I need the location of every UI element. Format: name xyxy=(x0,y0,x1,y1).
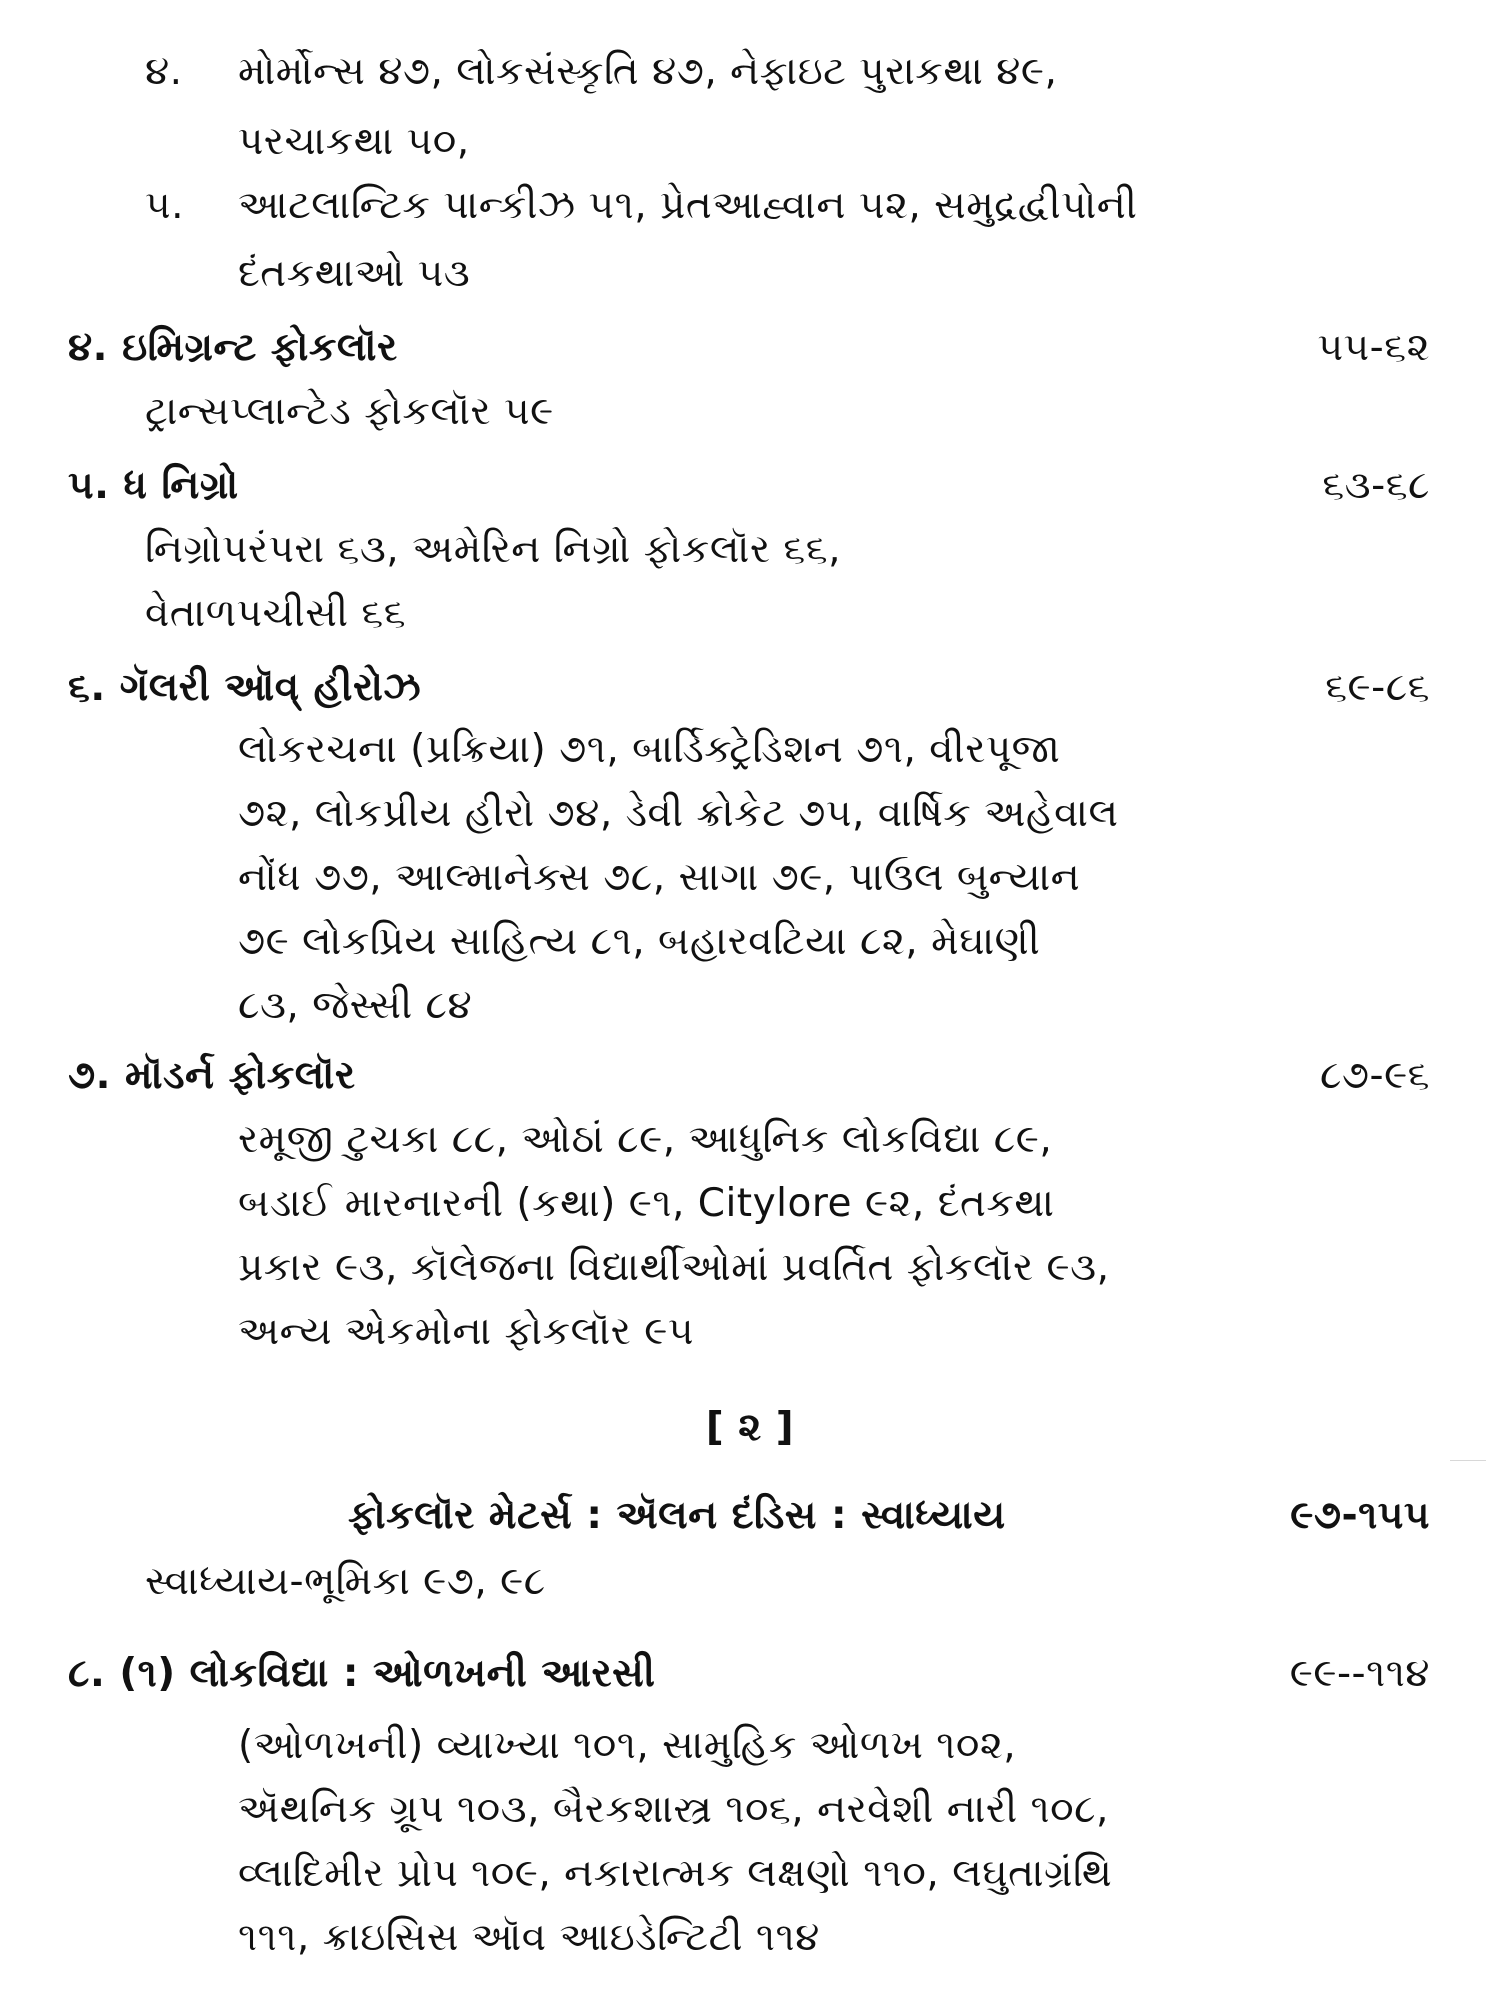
chapter-entry-line: બડાઈ મારનારની (કથા) ૯૧, Citylore ૯૨, દંતકથા xyxy=(238,1181,1055,1226)
chapter-title: ૫. ધ નિગ્રો xyxy=(68,463,239,508)
toc-entry-line: મોર્મોન્સ ૪૭, લોકસંસ્કૃતિ ૪૭, નેફાઇટ પુરાકથા ૪૯, xyxy=(238,49,1058,94)
chapter-page-range: ૯૯--૧૧૪ xyxy=(1289,1651,1430,1696)
scan-mark xyxy=(1450,1460,1486,1461)
part-page-range: ૯૭-૧૫૫ xyxy=(1290,1493,1430,1538)
chapter-entry-line: અન્ય એકમોના ફોકલૉર ૯૫ xyxy=(238,1309,694,1354)
chapter-title: ૭. મૉડર્ન ફોકલૉર xyxy=(68,1053,356,1098)
chapter-page-range: ૫૫-૬૨ xyxy=(1317,325,1430,370)
chapter-page-range: ૬૯-૮૬ xyxy=(1325,665,1430,710)
chapter-title: ૪. ઇમિગ્રન્ટ ફોકલૉર xyxy=(68,325,398,370)
chapter-page-range: ૬૩-૬૮ xyxy=(1322,463,1430,508)
chapter-entry-line: નોંધ ૭૭, આલ્માનેક્સ ૭૮, સાગા ૭૯, પાઉલ બુન્યાન xyxy=(238,855,1081,900)
chapter-entry-line: લોકરચના (પ્રક્રિયા) ૭૧, બાર્ડિક્ટ્રેડિશન ૭૧, વીરપૂજા xyxy=(238,727,1061,772)
chapter-entry-line: વેતાળપચીસી ૬૬ xyxy=(145,591,407,636)
chapter-entry-line: (ઓળખની) વ્યાખ્યા ૧૦૧, સામુહિક ઓળખ ૧૦૨, xyxy=(238,1723,1017,1768)
toc-item-number: ૫. xyxy=(145,183,185,228)
toc-entry-line: પરચાકથા ૫૦, xyxy=(238,119,470,164)
chapter-entry-line: રમૂજી ટુચકા ૮૮, ઓઠાં ૮૯, આધુનિક લોકવિદ્યા ૮૯, xyxy=(238,1117,1053,1162)
part-intro: સ્વાધ્યાય-ભૂમિકા ૯૭, ૯૮ xyxy=(145,1559,546,1604)
chapter-entry-line: ઍથનિક ગ્રૂપ ૧૦૩, બૈરકશાસ્ત્ર ૧૦૬, નરવેશી નારી ૧૦૮, xyxy=(238,1787,1109,1832)
chapter-entry-line: ૭૯ લોકપ્રિય સાહિત્ય ૮૧, બહારવટિયા ૮૨, મેઘાણી xyxy=(238,919,1041,964)
chapter-entry-line: પ્રકાર ૯૩, કૉલેજના વિદ્યાર્થીઓમાં પ્રવર્તિત ફોકલૉર ૯૩, xyxy=(238,1245,1110,1290)
chapter-entry-line: ૧૧૧, ક્રાઇસિસ ઑવ આઇડેન્ટિટી ૧૧૪ xyxy=(238,1915,820,1960)
chapter-entry-line: ૮૩, જેસ્સી ૮૪ xyxy=(238,983,473,1028)
chapter-entry-line: ટ્રાન્સપ્લાન્ટેડ ફોકલૉર ૫૯ xyxy=(145,389,554,434)
chapter-entry-line: નિગ્રોપરંપરા ૬૩, અમેરિન નિગ્રો ફોકલૉર ૬૬, xyxy=(145,527,842,572)
chapter-title: ૬. ગૅલરી ઑવ્ હીરોઝ xyxy=(68,665,422,710)
part-heading: ફોકલૉર મેટર્સ : ઍલન દંડિસ : સ્વાધ્યાય xyxy=(348,1493,1006,1538)
toc-item-number: ૪. xyxy=(145,49,183,94)
chapter-entry-line: વ્લાદિમીર પ્રોપ ૧૦૯, નકારાત્મક લક્ષણો ૧૧૦, લઘુતાગ્રંથિ xyxy=(238,1851,1113,1896)
chapter-page-range: ૮૭-૯૬ xyxy=(1319,1053,1430,1098)
chapter-title: ૮. (૧) લોકવિદ્યા : ઓળખની આરસી xyxy=(68,1651,656,1696)
toc-entry-line: દંતકથાઓ ૫૩ xyxy=(238,251,471,296)
part-label: [ ૨ ] xyxy=(705,1405,795,1450)
toc-entry-line: આટલાન્ટિક પાન્કીઝ ૫૧, પ્રેતઆહ્વાન ૫૨, સમુદ્રદ્વીપોની xyxy=(238,183,1138,228)
chapter-entry-line: ૭૨, લોકપ્રીય હીરો ૭૪, ડેવી ક્રોકેટ ૭૫, વાર્ષિક અહેવાલ xyxy=(238,791,1119,836)
